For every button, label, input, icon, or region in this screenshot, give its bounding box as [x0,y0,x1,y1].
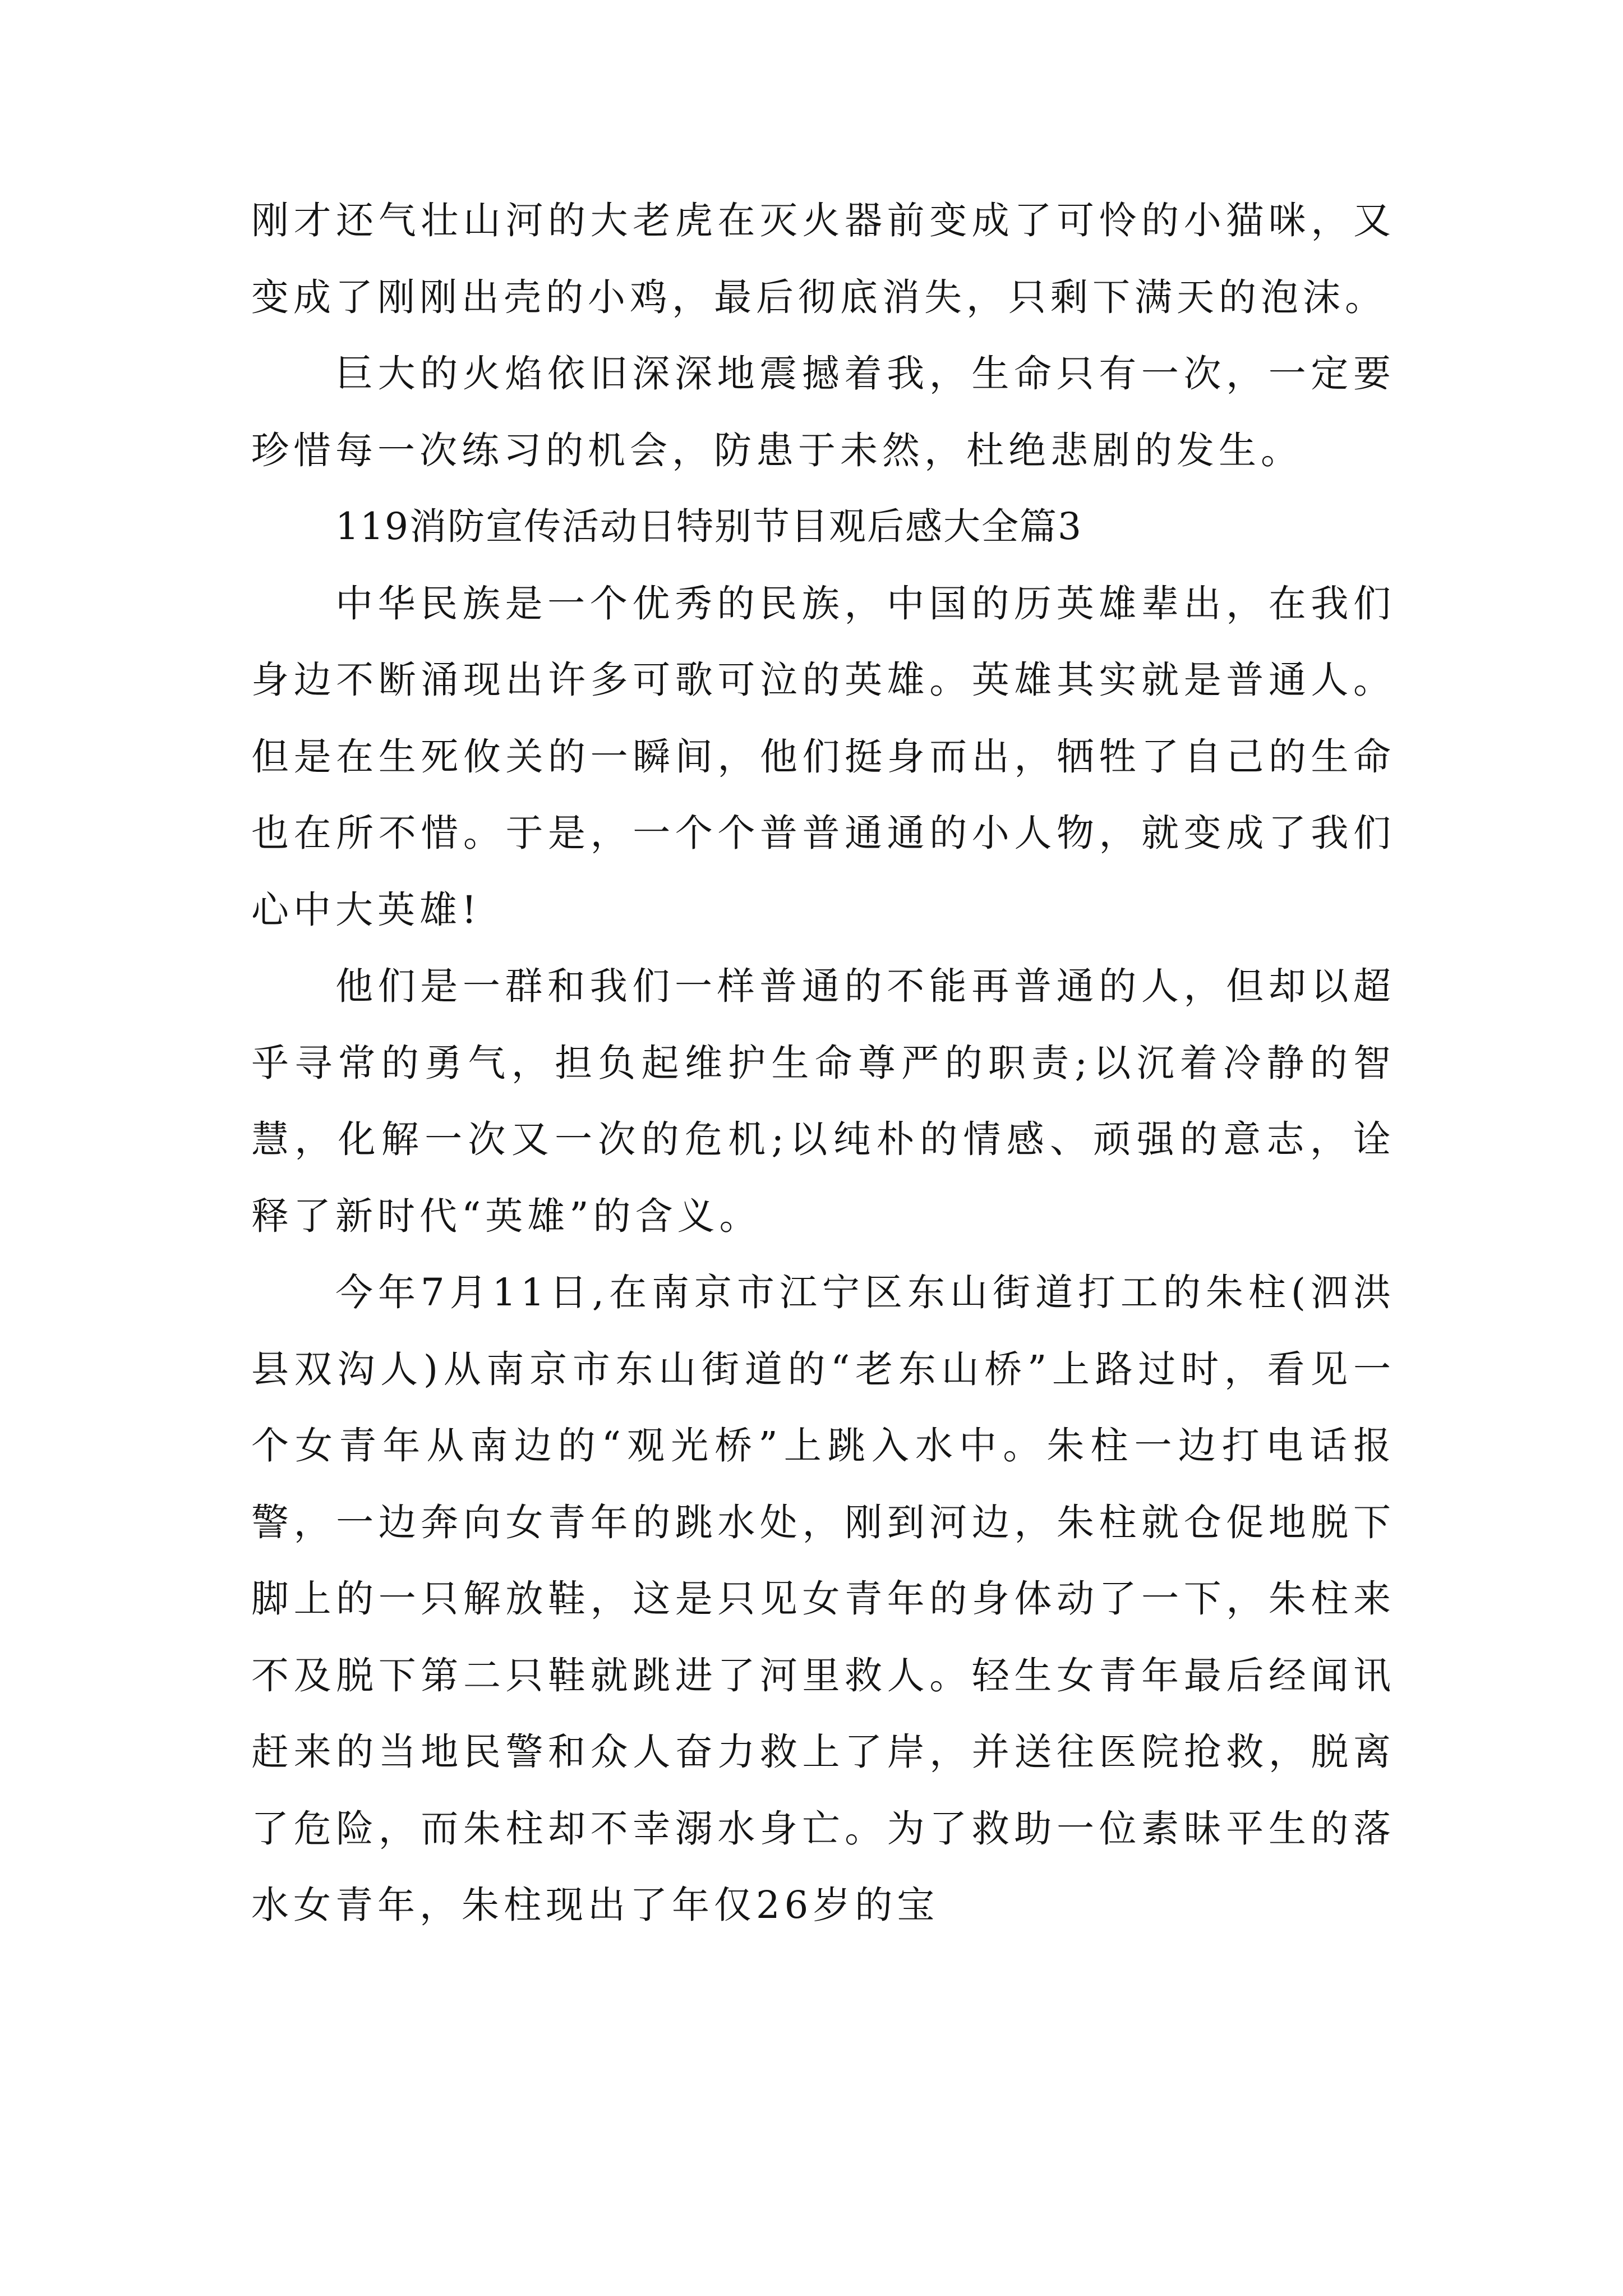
document-body [251,182,1395,1944]
section-heading: 119消防宣传活动日特别节目观后感大全篇3 [335,505,1082,548]
paragraph-zhu-zhu-story: 今年7月11日,在南京市江宁区东山街道打工的朱柱(泗洪县双沟人)从南京市东山街道的“老东山桥”上路过时，看见一个女青年从南边的“观光桥”上跳入水中。朱柱一边打电话报警，一边奔向女青年的跳水处，刚到河边，朱柱就仓促地脱下脚上的一只解放鞋，这是只见女青年的身体动了一下，朱柱来不及脱下第二只鞋就跳进了河里救人。轻生女青年最后经闻讯赶来的当地民警和众人奋力救上了岸，并送往医院抢救，脱离了危险，而朱柱却不幸溺水身亡。为了救助一位素昧平生的落水女青年，朱柱现出了年仅26岁的宝 [251,1271,1395,1927]
paragraph-heroes-qualities: 他们是一群和我们一样普通的不能再普通的人，但却以超乎寻常的勇气，担负起维护生命尊严的职责;以沉着冷静的智慧，化解一次又一次的危机;以纯朴的情感、顽强的意志，诠释了新时代“英雄”的含义。 [251,964,1395,1238]
paragraph-fire-extinguisher-demo: 刚才还气壮山河的大老虎在灭火器前变成了可怜的小猫咪，又变成了刚刚出壳的小鸡，最后彻底消失，只剩下满天的泡沫。 [251,199,1395,319]
paragraph-heroes-intro: 中华民族是一个优秀的民族，中国的历英雄辈出，在我们身边不断涌现出许多可歌可泣的英雄。英雄其实就是普通人。但是在生死攸关的一瞬间，他们挺身而出，牺牲了自己的生命也在所不惜。于是，一个个普普通通的小人物，就变成了我们心中大英雄! [251,581,1395,932]
paragraph-fire-safety-reflection: 巨大的火焰依旧深深地震撼着我，生命只有一次，一定要珍惜每一次练习的机会，防患于未然，杜绝悲剧的发生。 [251,352,1395,472]
